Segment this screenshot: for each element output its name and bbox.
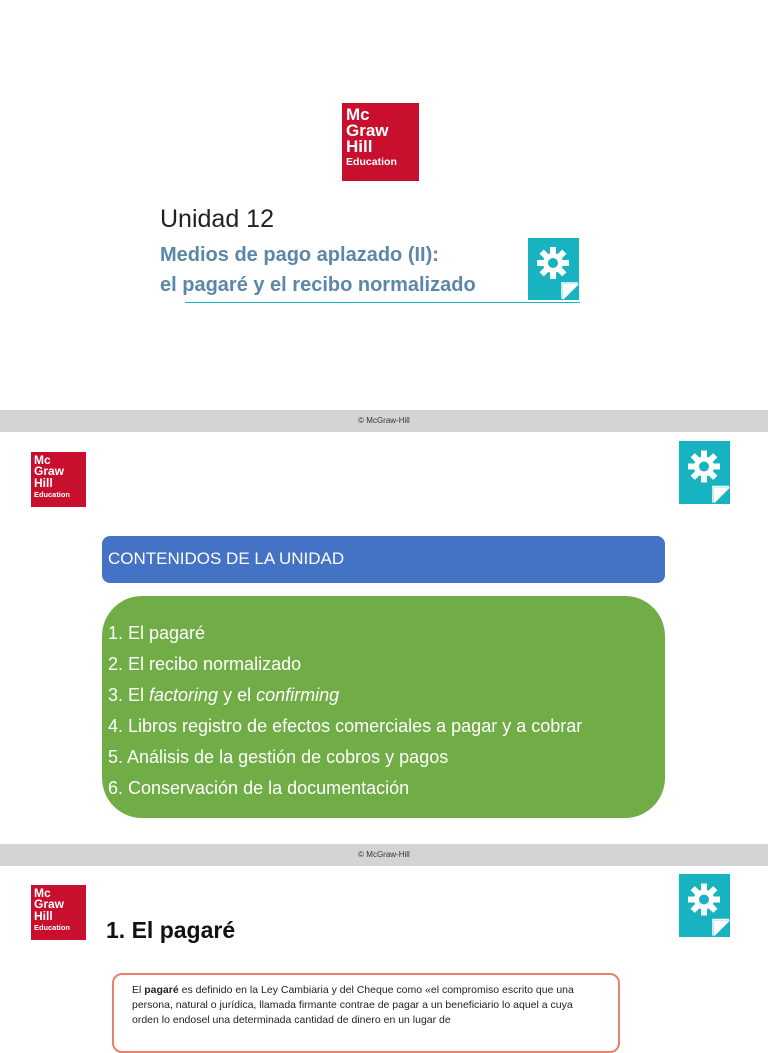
list-item: 2. El recibo normalizado bbox=[108, 654, 302, 674]
contents-header: CONTENIDOS DE LA UNIDAD bbox=[102, 536, 665, 583]
list-item: 3. El factoring y el confirming bbox=[108, 685, 340, 705]
title-underline bbox=[185, 302, 580, 303]
contents-list bbox=[102, 596, 665, 818]
slide-footer: © McGraw-Hill bbox=[0, 844, 768, 866]
gear-document-icon bbox=[679, 874, 730, 937]
list-item: 4. Libros registro de efectos comerciales a pagar y a cobrar bbox=[108, 716, 583, 736]
list-item: 1. El pagaré bbox=[108, 623, 206, 643]
mcgraw-hill-logo: Mc Graw Hill Education bbox=[342, 103, 419, 181]
list-item: 5. Análisis de la gestión de cobros y pagos bbox=[108, 747, 449, 767]
gear-document-icon bbox=[528, 238, 579, 300]
mcgraw-hill-logo: Mc Graw Hill Education bbox=[31, 452, 86, 507]
list-item: 6. Conservación de la documentación bbox=[108, 778, 410, 798]
unit-title: Unidad 12 bbox=[160, 205, 274, 233]
slide-footer: © McGraw-Hill bbox=[0, 410, 768, 432]
section-title: 1. El pagaré bbox=[106, 917, 236, 943]
title-slide bbox=[0, 0, 768, 410]
definition-box: El pagaré es definido en la Ley Cambiaria y del Cheque como «el compromiso escrito que una persona, natural o jurídica, llamada firmante contrae de pagar a un beneficiario lo aquel a cuya orden lo endosel una determinada cantidad de dinero en un lugar de bbox=[112, 973, 620, 1053]
mcgraw-hill-logo: Mc Graw Hill Education bbox=[31, 885, 86, 940]
gear-document-icon bbox=[679, 441, 730, 504]
unit-subtitle: Medios de pago aplazado (II): el pagaré y el recibo normalizado bbox=[160, 244, 476, 296]
